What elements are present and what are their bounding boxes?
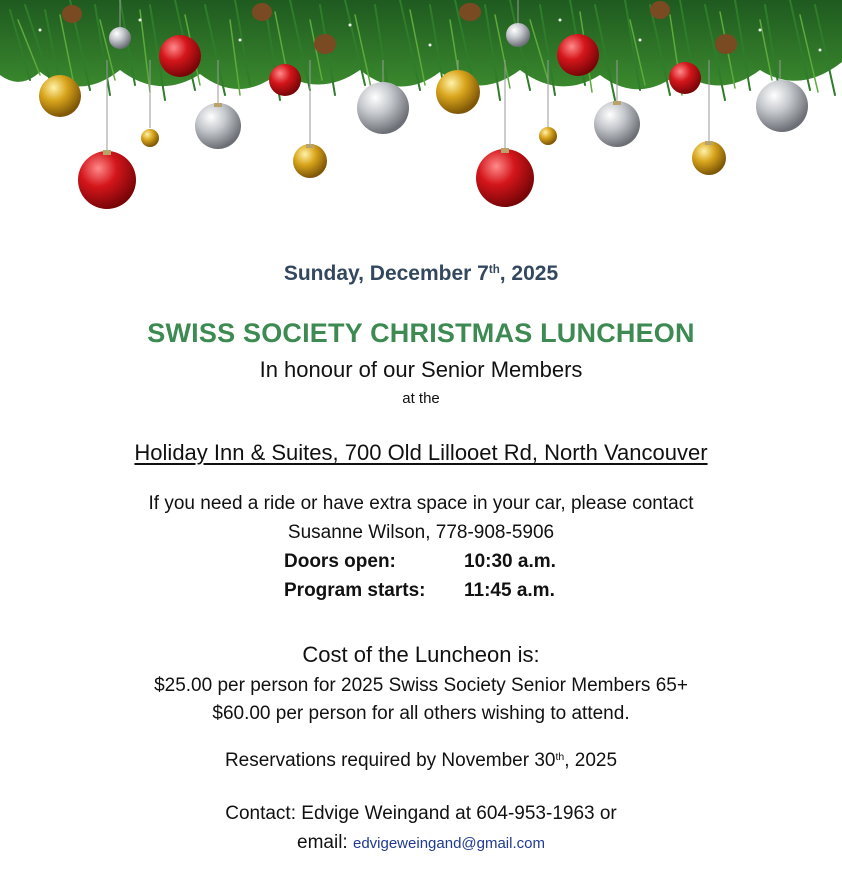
- reservation-deadline: Reservations required by November 30th, 2025: [224, 750, 618, 771]
- contact-email-line: [0, 832, 842, 854]
- event-subtitle: In honour of our Senior Members: [259, 357, 583, 382]
- email-link[interactable]: edvigeweingand@gmail.com: [352, 835, 545, 852]
- ride-contact: Susanne Wilson, 778-908-5906: [287, 522, 555, 543]
- venue-address: Holiday Inn & Suites, 700 Old Lillooet Rd, North Vancouver: [134, 440, 708, 465]
- program-starts-row: [284, 580, 555, 602]
- email-label: email:: [297, 832, 348, 853]
- program-starts-time: 11:45 a.m.: [464, 580, 555, 601]
- at-the-text: at the: [402, 390, 440, 407]
- price-members: $25.00 per person for 2025 Swiss Society Senior Members 65+: [154, 675, 688, 696]
- ride-request-text: If you need a ride or have extra space in your car, please contact: [148, 493, 694, 514]
- price-others: $60.00 per person for all others wishing to attend.: [212, 703, 630, 724]
- cost-heading: Cost of the Luncheon is:: [302, 642, 540, 667]
- christmas-garland-banner: [0, 0, 842, 215]
- event-date: Sunday, December 7th, 2025: [283, 262, 559, 285]
- doors-open-time: 10:30 a.m.: [464, 551, 556, 572]
- doors-open-row: [284, 551, 556, 573]
- program-starts-label: Program starts:: [284, 580, 426, 601]
- event-title: SWISS SOCIETY CHRISTMAS LUNCHEON: [147, 318, 695, 348]
- contact-phone: Contact: Edvige Weingand at 604-953-1963 or: [225, 803, 617, 824]
- doors-open-label: Doors open:: [284, 551, 396, 572]
